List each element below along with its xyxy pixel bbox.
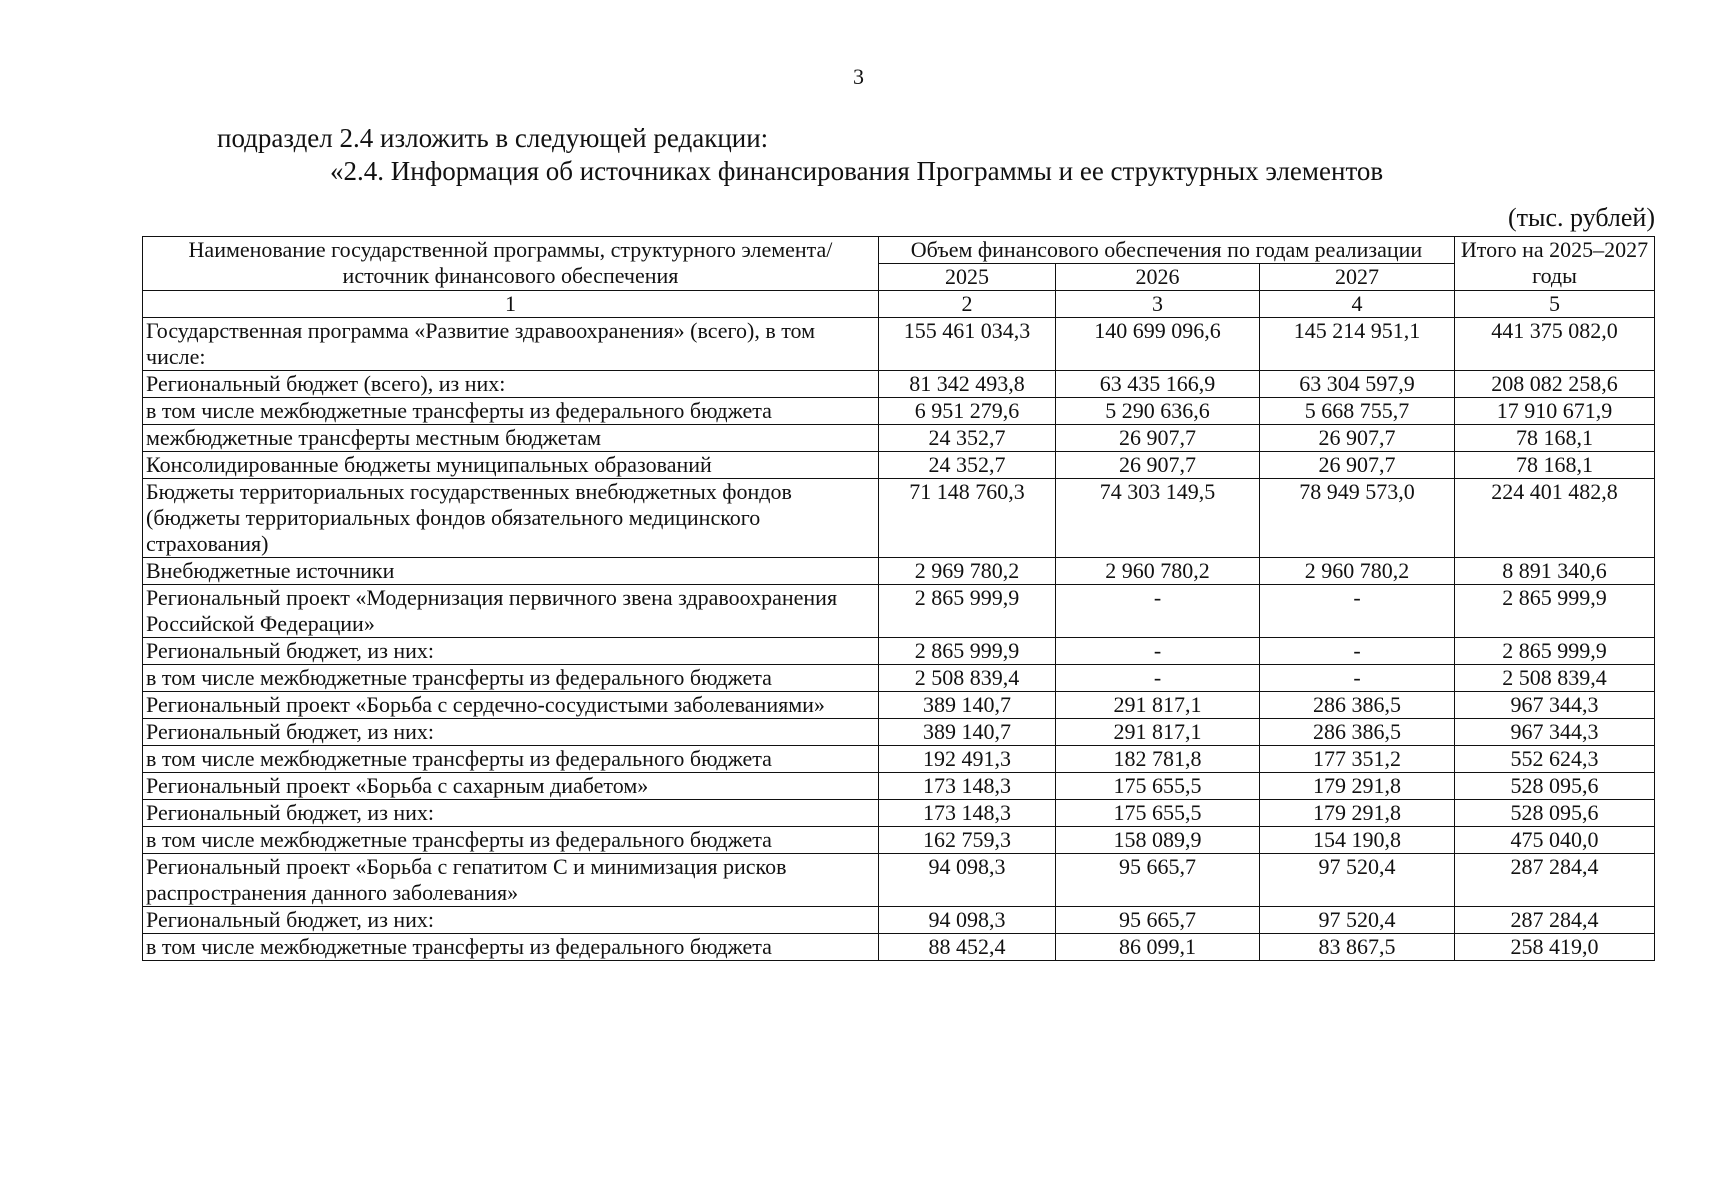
value-2025: 2 865 999,9 [879, 638, 1056, 665]
value-2027: 26 907,7 [1260, 425, 1455, 452]
value-2025: 2 508 839,4 [879, 665, 1056, 692]
value-2027: 286 386,5 [1260, 692, 1455, 719]
header-year-2026: 2026 [1056, 264, 1260, 291]
row-name: Региональный бюджет (всего), из них: [143, 371, 879, 398]
value-2026: 86 099,1 [1056, 934, 1260, 961]
value-2027: 63 304 597,9 [1260, 371, 1455, 398]
value-2026: 26 907,7 [1056, 452, 1260, 479]
value-2027: - [1260, 585, 1455, 638]
table-row [143, 854, 1655, 907]
value-total: 78 168,1 [1455, 425, 1655, 452]
value-2026: 175 655,5 [1056, 773, 1260, 800]
value-2025: 6 951 279,6 [879, 398, 1056, 425]
row-name: Региональный проект «Борьба с сахарным диабетом» [143, 773, 879, 800]
value-2027: 78 949 573,0 [1260, 479, 1455, 558]
value-2027: 179 291,8 [1260, 800, 1455, 827]
value-2025: 389 140,7 [879, 719, 1056, 746]
value-2026: 140 699 096,6 [1056, 318, 1260, 371]
row-name: Региональный проект «Борьба с сердечно-сосудистыми заболеваниями» [143, 692, 879, 719]
row-name: Консолидированные бюджеты муниципальных образований [143, 452, 879, 479]
value-2026: 2 960 780,2 [1056, 558, 1260, 585]
value-total: 208 082 258,6 [1455, 371, 1655, 398]
section-heading: «2.4. Информация об источниках финансирования Программы и ее структурных элементов [330, 156, 1384, 186]
column-index: 3 [1056, 291, 1260, 318]
value-2026: 26 907,7 [1056, 425, 1260, 452]
header-total: Итого на 2025–2027 годы [1455, 237, 1655, 291]
value-2025: 88 452,4 [879, 934, 1056, 961]
table-row [143, 371, 1655, 398]
value-2025: 94 098,3 [879, 854, 1056, 907]
row-name: Региональный бюджет, из них: [143, 719, 879, 746]
table-row [143, 452, 1655, 479]
row-name: Региональный бюджет, из них: [143, 800, 879, 827]
row-name: Региональный бюджет, из них: [143, 907, 879, 934]
value-2027: 5 668 755,7 [1260, 398, 1455, 425]
value-total: 17 910 671,9 [1455, 398, 1655, 425]
value-total: 2 865 999,9 [1455, 638, 1655, 665]
value-total: 967 344,3 [1455, 719, 1655, 746]
value-2026: 175 655,5 [1056, 800, 1260, 827]
value-2025: 94 098,3 [879, 907, 1056, 934]
value-total: 78 168,1 [1455, 452, 1655, 479]
row-name: Региональный проект «Борьба с гепатитом С и минимизация рисков распространения данного заболевания» [143, 854, 879, 907]
value-total: 287 284,4 [1455, 907, 1655, 934]
value-2026: 63 435 166,9 [1056, 371, 1260, 398]
table-row [143, 425, 1655, 452]
value-2025: 71 148 760,3 [879, 479, 1056, 558]
row-name: Государственная программа «Развитие здравоохранения» (всего), в том числе: [143, 318, 879, 371]
value-2027: 179 291,8 [1260, 773, 1455, 800]
value-2025: 24 352,7 [879, 452, 1056, 479]
value-2027: 97 520,4 [1260, 907, 1455, 934]
page-number: 3 [853, 64, 864, 89]
value-total: 441 375 082,0 [1455, 318, 1655, 371]
financing-table [142, 236, 1655, 961]
table-row [143, 692, 1655, 719]
table-row [143, 638, 1655, 665]
column-index-row [143, 291, 1655, 318]
table-row [143, 665, 1655, 692]
value-2027: 26 907,7 [1260, 452, 1455, 479]
value-total: 967 344,3 [1455, 692, 1655, 719]
row-name: межбюджетные трансферты местным бюджетам [143, 425, 879, 452]
value-2026: - [1056, 638, 1260, 665]
units-label: (тыс. рублей) [1507, 203, 1655, 232]
value-2026: 291 817,1 [1056, 719, 1260, 746]
value-2026: 74 303 149,5 [1056, 479, 1260, 558]
column-index: 1 [143, 291, 879, 318]
value-2026: 95 665,7 [1056, 854, 1260, 907]
value-2027: 145 214 951,1 [1260, 318, 1455, 371]
value-2027: - [1260, 665, 1455, 692]
table-row [143, 907, 1655, 934]
header-year-2027: 2027 [1260, 264, 1455, 291]
column-index: 5 [1455, 291, 1655, 318]
table-row [143, 746, 1655, 773]
value-2027: 97 520,4 [1260, 854, 1455, 907]
value-2026: 158 089,9 [1056, 827, 1260, 854]
table-row [143, 719, 1655, 746]
row-name: Внебюджетные источники [143, 558, 879, 585]
value-total: 2 508 839,4 [1455, 665, 1655, 692]
value-2025: 192 491,3 [879, 746, 1056, 773]
value-2027: 154 190,8 [1260, 827, 1455, 854]
value-total: 8 891 340,6 [1455, 558, 1655, 585]
value-total: 258 419,0 [1455, 934, 1655, 961]
header-volume: Объем финансового обеспечения по годам реализации [879, 237, 1455, 264]
value-2026: - [1056, 585, 1260, 638]
row-name: в том числе межбюджетные трансферты из федерального бюджета [143, 934, 879, 961]
value-2025: 173 148,3 [879, 800, 1056, 827]
value-2027: - [1260, 638, 1455, 665]
table-body [143, 291, 1655, 961]
value-2025: 2 865 999,9 [879, 585, 1056, 638]
table-row [143, 479, 1655, 558]
value-2026: 182 781,8 [1056, 746, 1260, 773]
value-2025: 24 352,7 [879, 425, 1056, 452]
value-total: 528 095,6 [1455, 800, 1655, 827]
value-2025: 155 461 034,3 [879, 318, 1056, 371]
value-2025: 162 759,3 [879, 827, 1056, 854]
row-name: Бюджеты территориальных государственных внебюджетных фондов (бюджеты территориальных фондов обязательного медицинского страхования) [143, 479, 879, 558]
value-2027: 2 960 780,2 [1260, 558, 1455, 585]
value-2026: 95 665,7 [1056, 907, 1260, 934]
row-name: в том числе межбюджетные трансферты из федерального бюджета [143, 398, 879, 425]
header-year-2025: 2025 [879, 264, 1056, 291]
value-2025: 173 148,3 [879, 773, 1056, 800]
value-2026: 5 290 636,6 [1056, 398, 1260, 425]
table-row [143, 558, 1655, 585]
value-2027: 83 867,5 [1260, 934, 1455, 961]
row-name: в том числе межбюджетные трансферты из федерального бюджета [143, 665, 879, 692]
value-total: 475 040,0 [1455, 827, 1655, 854]
table-row [143, 318, 1655, 371]
value-total: 287 284,4 [1455, 854, 1655, 907]
value-2025: 2 969 780,2 [879, 558, 1056, 585]
value-2025: 389 140,7 [879, 692, 1056, 719]
value-2026: 291 817,1 [1056, 692, 1260, 719]
value-2025: 81 342 493,8 [879, 371, 1056, 398]
row-name: Региональный бюджет, из них: [143, 638, 879, 665]
table-row [143, 398, 1655, 425]
table-row [143, 934, 1655, 961]
value-total: 552 624,3 [1455, 746, 1655, 773]
value-total: 224 401 482,8 [1455, 479, 1655, 558]
value-total: 2 865 999,9 [1455, 585, 1655, 638]
row-name: Региональный проект «Модернизация первичного звена здравоохранения Российской Федерации» [143, 585, 879, 638]
row-name: в том числе межбюджетные трансферты из федерального бюджета [143, 746, 879, 773]
value-2027: 177 351,2 [1260, 746, 1455, 773]
value-2026: - [1056, 665, 1260, 692]
intro-text: подраздел 2.4 изложить в следующей редакции: [217, 123, 769, 153]
table-row [143, 773, 1655, 800]
column-index: 2 [879, 291, 1056, 318]
table-row [143, 585, 1655, 638]
table-row [143, 827, 1655, 854]
value-total: 528 095,6 [1455, 773, 1655, 800]
table-row [143, 800, 1655, 827]
value-2027: 286 386,5 [1260, 719, 1455, 746]
header-name: Наименование государственной программы, структурного элемента/источник финансового обеспечения [143, 237, 879, 291]
column-index: 4 [1260, 291, 1455, 318]
row-name: в том числе межбюджетные трансферты из федерального бюджета [143, 827, 879, 854]
